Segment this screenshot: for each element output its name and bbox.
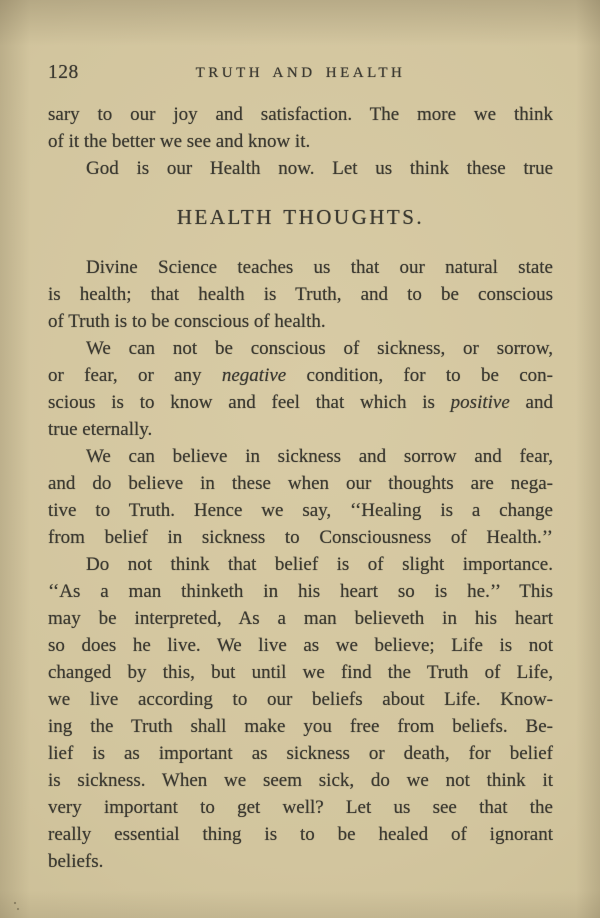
page-body [48, 101, 553, 875]
page-header [48, 62, 553, 86]
text-line [48, 389, 553, 416]
text-line: God is our Health now. Let us think these true [86, 158, 553, 179]
text-line: lief is as important as sickness or death, for belief [48, 743, 553, 764]
text-segment: or fear, or any [48, 365, 222, 386]
text-line: tive to Truth. Hence we say, ‘‘Healing is a change [48, 500, 553, 521]
text-line: we live according to our beliefs about Life. Know- [48, 689, 553, 710]
text-line: so does he live. We live as we believe; Life is not [48, 635, 553, 656]
text-line: We can believe in sickness and sorrow and fear, [86, 446, 553, 467]
page-number: 128 [48, 62, 79, 83]
text-line: is sickness. When we seem sick, do we not think it [48, 770, 553, 791]
text-line: true eternally. [48, 419, 153, 440]
text-line: ing the Truth shall make you free from beliefs. Be- [48, 716, 553, 737]
text-line: very important to get well? Let us see that the [48, 797, 553, 818]
italic-word: positive [450, 392, 510, 413]
text-line: ‘‘As a man thinketh in his heart so is he.’’ This [48, 581, 553, 602]
text-line: may be interpreted, As a man believeth in his heart [48, 608, 553, 629]
text-line: Do not think that belief is of slight importance. [86, 554, 553, 575]
text-line: sary to our joy and satisfaction. The more we think [48, 104, 553, 125]
text-line: beliefs. [48, 851, 104, 872]
text-line: is health; that health is Truth, and to be conscious [48, 284, 553, 305]
running-header: TRUTH AND HEALTH [195, 65, 406, 81]
text-line: Divine Science teaches us that our natural state [86, 257, 553, 278]
text-line: really essential thing is to be healed of ignorant [48, 824, 553, 845]
text-segment: scious is to know and feel that which is [48, 392, 451, 413]
text-segment: condition, for to be con- [286, 365, 553, 386]
text-line: changed by this, but until we find the Truth of Life, [48, 662, 553, 683]
text-line: and do believe in these when our thoughts are nega- [48, 473, 553, 494]
text-segment: and [509, 392, 553, 413]
text-line: We can not be conscious of sickness, or sorrow, [86, 338, 553, 359]
scan-artifact-speck [13, 901, 21, 911]
text-line: of it the better we see and know it. [48, 131, 311, 152]
section-heading: HEALTH THOUGHTS. [176, 205, 425, 229]
italic-word: negative [221, 365, 287, 386]
text-line [48, 362, 553, 389]
text-line: from belief in sickness to Consciousness of Health.’’ [48, 527, 553, 548]
text-line: of Truth is to be conscious of health. [48, 311, 326, 332]
